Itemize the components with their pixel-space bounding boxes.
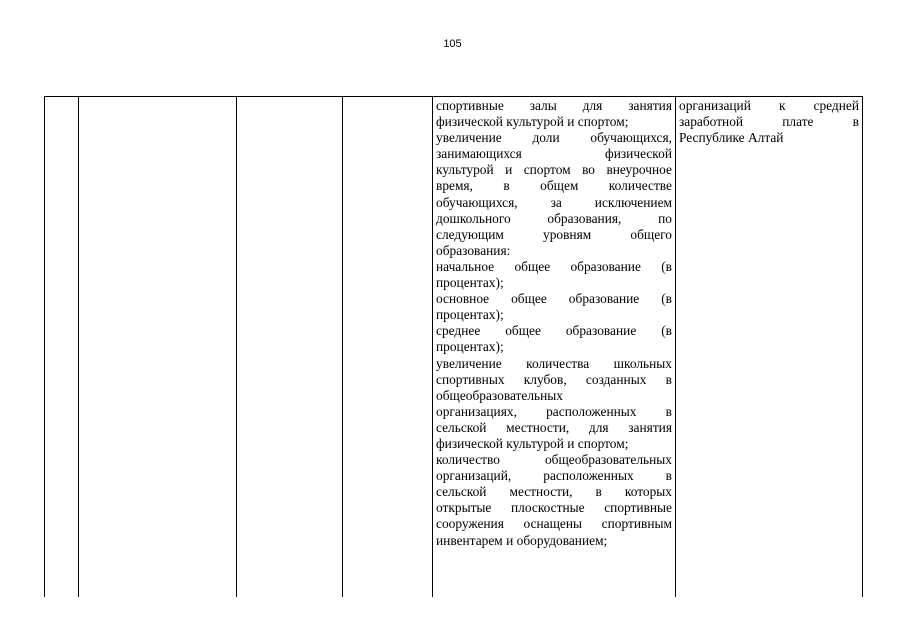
- text-line: культурой и спортом во внеурочное: [436, 162, 672, 178]
- text-line: организациях, расположенных в: [436, 403, 672, 419]
- text-line: сооружения оснащены спортивным: [436, 516, 672, 532]
- document-table: [44, 96, 863, 597]
- text-line: увеличение доли обучающихся,: [436, 130, 672, 146]
- indicators-text: [433, 97, 675, 549]
- text-line: открытые плоскостные спортивные: [436, 500, 672, 516]
- text-line: занимающихся физической: [436, 146, 672, 162]
- text-line: заработной плате в: [679, 114, 859, 130]
- document-table-container: [44, 96, 862, 640]
- text-line: спортивные залы для занятия: [436, 98, 672, 113]
- table-cell-col-1: [45, 97, 79, 598]
- text-line: обучающихся, за исключением: [436, 194, 672, 210]
- text-line: следующим уровням общего: [436, 226, 672, 242]
- table-cell-col-6: [676, 97, 863, 598]
- text-line: процентах);: [436, 307, 504, 323]
- text-line: образования:: [436, 242, 511, 258]
- text-line: спортивных клубов, созданных в: [436, 371, 672, 387]
- text-line: организаций к средней: [679, 98, 859, 113]
- text-line: инвентарем и оборудованием;: [436, 532, 608, 548]
- text-line: дошкольного образования, по: [436, 210, 672, 226]
- text-line: физической культурой и спортом;: [436, 114, 629, 130]
- text-line: общеобразовательных: [436, 387, 564, 403]
- notes-text: [676, 97, 862, 146]
- text-line: сельской местности, в которых: [436, 484, 672, 500]
- text-line: сельской местности, для занятия: [436, 419, 672, 435]
- text-line: начальное общее образование (в: [436, 258, 672, 274]
- text-line: количество общеобразовательных: [436, 452, 672, 468]
- table-cell-col-4: [343, 97, 433, 598]
- table-cell-col-2: [79, 97, 237, 598]
- text-line: процентах);: [436, 339, 504, 355]
- text-line: процентах);: [436, 275, 504, 291]
- text-line: время, в общем количестве: [436, 178, 672, 194]
- text-line: среднее общее образование (в: [436, 323, 672, 339]
- table-cell-col-3: [237, 97, 343, 598]
- text-line: организаций, расположенных в: [436, 468, 672, 484]
- table-cell-col-5: [433, 97, 676, 598]
- text-line: физической культурой и спортом;: [436, 435, 629, 451]
- text-line: увеличение количества школьных: [436, 355, 672, 371]
- text-line: Республике Алтай: [679, 130, 784, 146]
- table-row: [45, 97, 863, 598]
- page-number: 105: [443, 38, 462, 50]
- text-line: основное общее образование (в: [436, 291, 672, 307]
